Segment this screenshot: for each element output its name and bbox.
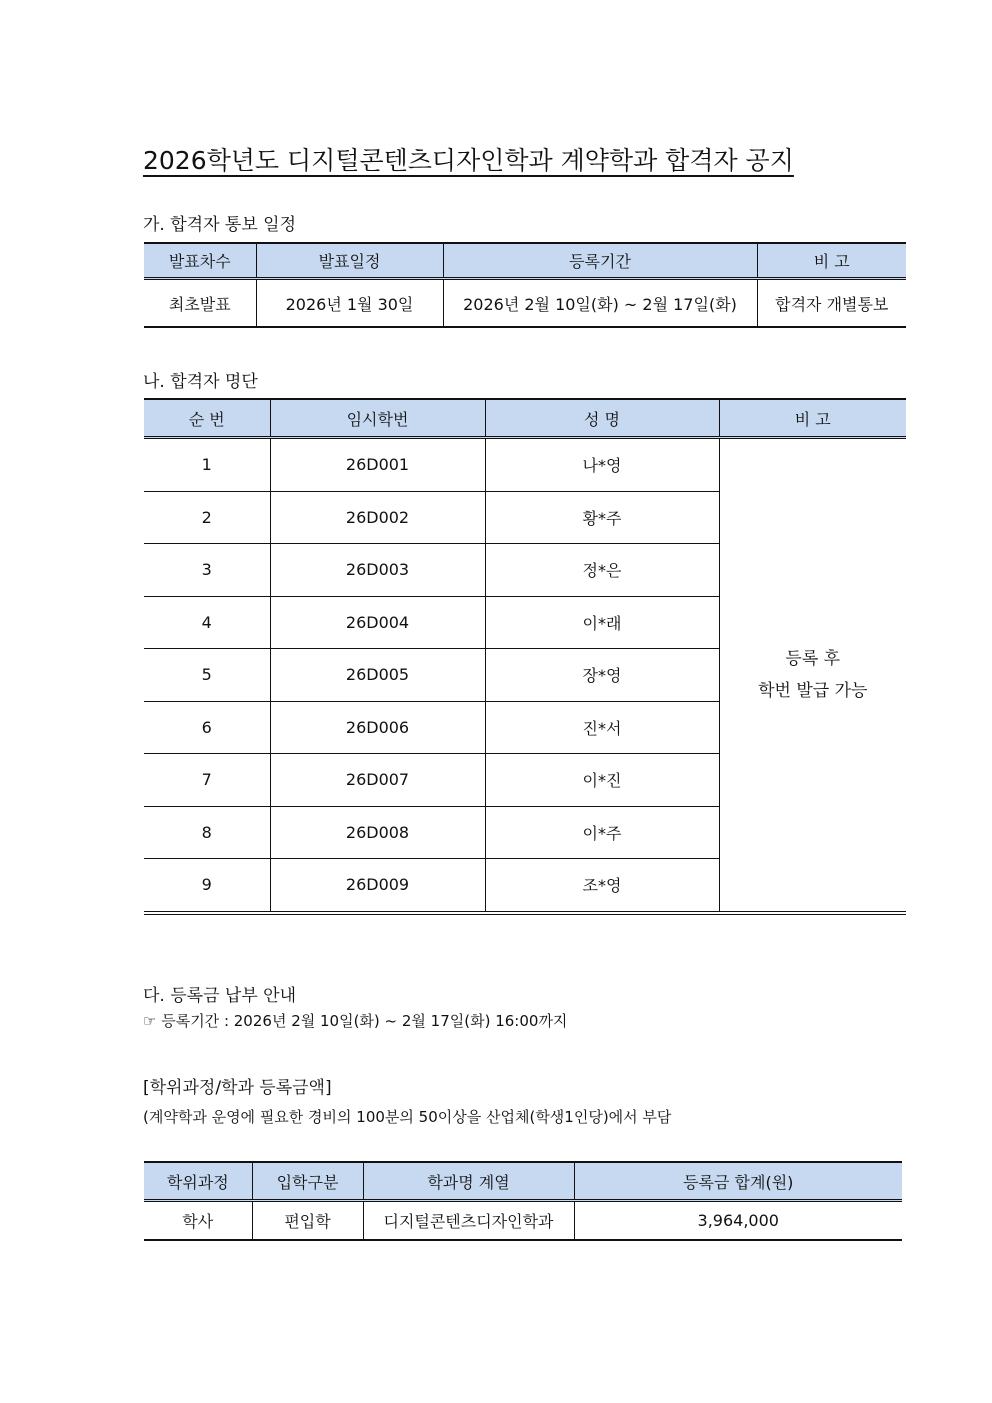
announcement-round: 최초발표 (144, 279, 256, 328)
remarks-line: 학번 발급 가능 (758, 680, 868, 701)
table-row (144, 279, 906, 328)
row-number: 5 (144, 649, 270, 702)
column-header: 비 고 (719, 399, 906, 438)
temp-student-id: 26D008 (270, 806, 485, 859)
announcement-date: 2026년 1월 30일 (256, 279, 443, 328)
row-number: 2 (144, 491, 270, 544)
table-header-row (144, 1162, 902, 1201)
student-name: 이*진 (485, 754, 719, 807)
table-row (144, 438, 906, 492)
temp-student-id: 26D004 (270, 596, 485, 649)
table-row (144, 1201, 902, 1241)
section-a-heading: 가. 합격자 통보 일정 (143, 215, 296, 235)
row-number: 3 (144, 544, 270, 597)
column-header: 순 번 (144, 399, 270, 438)
column-header: 발표일정 (256, 243, 443, 279)
temp-student-id: 26D005 (270, 649, 485, 702)
department-name: 디지털콘텐츠디자인학과 (363, 1201, 574, 1241)
row-number: 7 (144, 754, 270, 807)
student-name: 이*주 (485, 806, 719, 859)
student-name: 조*영 (485, 859, 719, 913)
student-name: 나*영 (485, 438, 719, 492)
tuition-subheading: [학위과정/학과 등록금액] (143, 1078, 332, 1098)
registration-period: 2026년 2월 10일(화) ~ 2월 17일(화) (443, 279, 757, 328)
temp-student-id: 26D009 (270, 859, 485, 913)
column-header: 성 명 (485, 399, 719, 438)
row-number: 4 (144, 596, 270, 649)
temp-student-id: 26D001 (270, 438, 485, 492)
row-number: 9 (144, 859, 270, 913)
schedule-table (144, 242, 906, 328)
section-b-heading: 나. 합격자 명단 (143, 372, 258, 392)
admission-type: 편입학 (252, 1201, 363, 1241)
row-number: 8 (144, 806, 270, 859)
tuition-table (144, 1161, 902, 1241)
student-name: 정*은 (485, 544, 719, 597)
page-title: 2026학년도 디지털콘텐츠디자인학과 계약학과 합격자 공지 (143, 146, 794, 175)
temp-student-id: 26D002 (270, 491, 485, 544)
remarks: 합격자 개별통보 (757, 279, 906, 328)
temp-student-id: 26D003 (270, 544, 485, 597)
column-header: 임시학번 (270, 399, 485, 438)
table-header-row (144, 243, 906, 279)
column-header: 등록기간 (443, 243, 757, 279)
temp-student-id: 26D007 (270, 754, 485, 807)
row-number: 6 (144, 701, 270, 754)
column-header: 비 고 (757, 243, 906, 279)
student-name: 장*영 (485, 649, 719, 702)
column-header: 학위과정 (144, 1162, 252, 1201)
student-name: 진*서 (485, 701, 719, 754)
temp-student-id: 26D006 (270, 701, 485, 754)
admitted-list-table (144, 398, 906, 915)
registration-period-text: ☞ 등록기간 : 2026년 2월 10일(화) ~ 2월 17일(화) 16:00까지 (143, 1012, 568, 1030)
remarks-cell (719, 438, 906, 913)
column-header: 발표차수 (144, 243, 256, 279)
table-header-row (144, 399, 906, 438)
column-header: 등록금 합계(원) (574, 1162, 902, 1201)
column-header: 학과명 계열 (363, 1162, 574, 1201)
tuition-note: (계약학과 운영에 필요한 경비의 100분의 50이상을 산업체(학생1인당)에서 부담 (143, 1108, 672, 1126)
tuition-total: 3,964,000 (574, 1201, 902, 1241)
row-number: 1 (144, 438, 270, 492)
column-header: 입학구분 (252, 1162, 363, 1201)
student-name: 황*주 (485, 491, 719, 544)
section-c-heading: 다. 등록금 납부 안내 (143, 986, 296, 1006)
student-name: 이*래 (485, 596, 719, 649)
degree-program: 학사 (144, 1201, 252, 1241)
remarks-line: 등록 후 (785, 648, 841, 669)
